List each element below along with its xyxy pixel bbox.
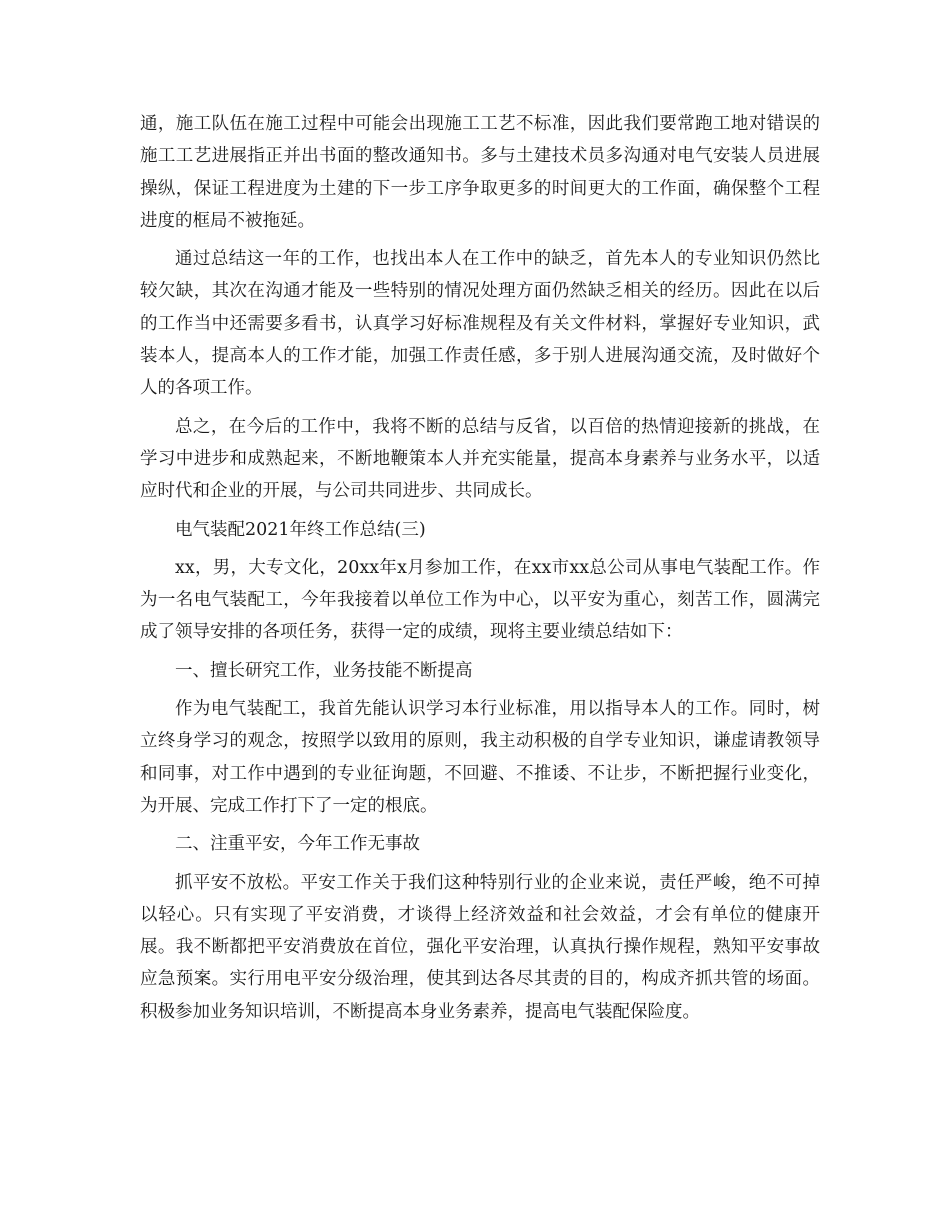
paragraph-shortcomings: 通过总结这一年的工作，也找出本人在工作中的缺乏，首先本人的专业知识仍然比较欠缺，其次在沟通才能及一些特别的情况处理方面仍然缺乏相关的经历。因此在以后的工作当中还需要多看书，认真学习好标准规程及有关文件材料，掌握好专业知识，武装本人，提高本人的工作才能，加强工作责任感，多于别人进展沟通交流，及时做好个人的各项工作。	[140, 249, 820, 399]
paragraph-introduction: xx，男，大专文化，20xx年x月参加工作，在xx市xx总公司从事电气装配工作。作为一名电气装配工，今年我接着以单位工作为中心，以平安为重心，刻苦工作，圆满完成了领导安排的各项任务，获得一定的成绩，现将主要业绩总结如下：	[140, 557, 820, 643]
paragraph-research: 作为电气装配工，我首先能认识学习本行业标准，用以指导本人的工作。同时，树立终身学习的观念，按照学以致用的原则，我主动积极的自学专业知识，谦虚请教领导和同事，对工作中遇到的专业征询题，不回避、不推诿、不让步，不断把握行业变化，为开展、完成工作打下了一定的根底。	[140, 699, 820, 816]
paragraph-safety: 抓平安不放松。平安工作关于我们这种特别行业的企业来说，责任严峻，绝不可掉以轻心。只有实现了平安消费，才谈得上经济效益和社会效益，才会有单位的健康开展。我不断都把平安消费放在首位，强化平安治理，认真执行操作规程，熟知平安事故应急预案。实行用电平安分级治理，使其到达各尽其责的目的，构成齐抓共管的场面。积极参加业务知识培训，不断提高本身业务素养，提高电气装配保险度。	[140, 872, 820, 1022]
section-title: 电气装配2021年终工作总结(三)	[175, 519, 426, 540]
heading-research: 一、擅长研究工作，业务技能不断提高	[175, 660, 473, 681]
document-body	[140, 108, 820, 1034]
paragraph-conclusion: 总之，在今后的工作中，我将不断的总结与反省，以百倍的热情迎接新的挑战，在学习中进步和成熟起来，不断地鞭策本人并充实能量，提高本身素养与业务水平，以适应时代和企业的开展，与公司共同进步、共同成长。	[140, 416, 820, 502]
heading-safety: 二、注重平安，今年工作无事故	[175, 834, 420, 855]
paragraph-continuation: 通，施工队伍在施工过程中可能会出现施工工艺不标准，因此我们要常跑工地对错误的施工工艺进展指正并出书面的整改通知书。多与土建技术员多沟通对电气安装人员进展操纵，保证工程进度为土建的下一步工序争取更多的时间更大的工作面，确保整个工程进度的框局不被拖延。	[140, 114, 820, 231]
